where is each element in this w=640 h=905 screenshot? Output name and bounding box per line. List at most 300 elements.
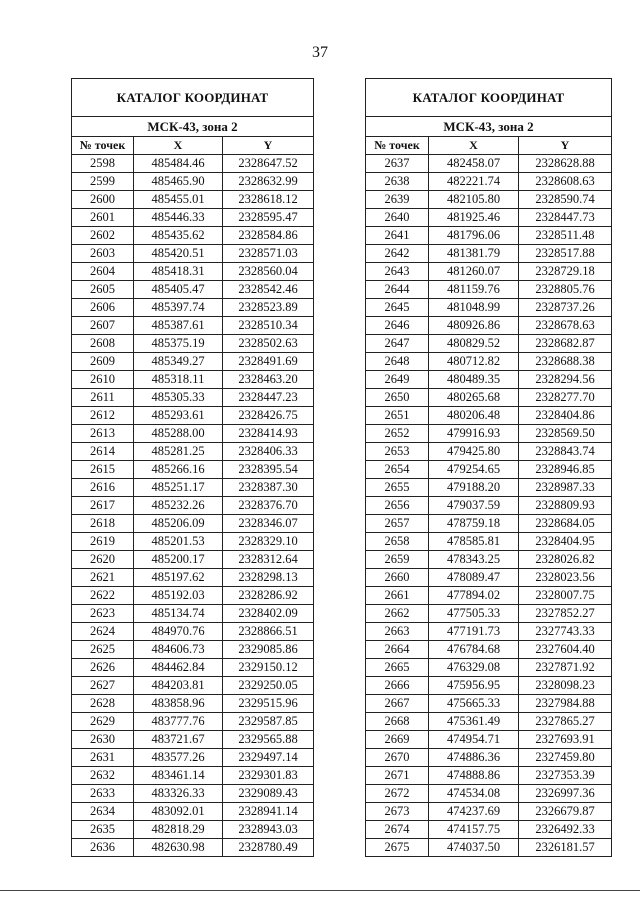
table-row <box>366 515 612 533</box>
table-row <box>72 695 314 713</box>
table-row <box>366 281 612 299</box>
point-number-cell: 2615 <box>72 461 134 479</box>
table-row <box>72 317 314 335</box>
table-row <box>366 425 612 443</box>
x-coordinate-cell: 474157.75 <box>429 821 519 839</box>
table-row <box>366 263 612 281</box>
x-coordinate-cell: 485484.46 <box>134 155 223 173</box>
y-coordinate-cell: 2329497.14 <box>223 749 314 767</box>
column-header-x: X <box>134 137 223 155</box>
coordinate-system-label: МСК-43, зона 2 <box>366 117 612 137</box>
y-coordinate-cell: 2328941.14 <box>223 803 314 821</box>
y-coordinate-cell: 2326679.87 <box>519 803 612 821</box>
table-row <box>72 605 314 623</box>
y-coordinate-cell: 2328523.89 <box>223 299 314 317</box>
table-row <box>72 497 314 515</box>
x-coordinate-cell: 482458.07 <box>429 155 519 173</box>
x-coordinate-cell: 478585.81 <box>429 533 519 551</box>
point-number-cell: 2604 <box>72 263 134 281</box>
table-row <box>72 551 314 569</box>
x-coordinate-cell: 478089.47 <box>429 569 519 587</box>
y-coordinate-cell: 2328608.63 <box>519 173 612 191</box>
table-row <box>366 443 612 461</box>
table-row <box>366 173 612 191</box>
y-coordinate-cell: 2327852.27 <box>519 605 612 623</box>
table-row <box>366 497 612 515</box>
y-coordinate-cell: 2328632.99 <box>223 173 314 191</box>
point-number-cell: 2628 <box>72 695 134 713</box>
y-coordinate-cell: 2328510.34 <box>223 317 314 335</box>
y-coordinate-cell: 2327984.88 <box>519 695 612 713</box>
y-coordinate-cell: 2328866.51 <box>223 623 314 641</box>
y-coordinate-cell: 2328571.03 <box>223 245 314 263</box>
point-number-cell: 2661 <box>366 587 429 605</box>
table-row <box>72 749 314 767</box>
point-number-cell: 2624 <box>72 623 134 641</box>
x-coordinate-cell: 485446.33 <box>134 209 223 227</box>
point-number-cell: 2670 <box>366 749 429 767</box>
y-coordinate-cell: 2329250.05 <box>223 677 314 695</box>
y-coordinate-cell: 2329085.86 <box>223 641 314 659</box>
y-coordinate-cell: 2327743.33 <box>519 623 612 641</box>
point-number-cell: 2669 <box>366 731 429 749</box>
table-body-right <box>366 155 612 857</box>
point-number-cell: 2601 <box>72 209 134 227</box>
point-number-cell: 2631 <box>72 749 134 767</box>
x-coordinate-cell: 482630.98 <box>134 839 223 857</box>
x-coordinate-cell: 485281.25 <box>134 443 223 461</box>
x-coordinate-cell: 482105.80 <box>429 191 519 209</box>
table-row <box>72 245 314 263</box>
y-coordinate-cell: 2328511.48 <box>519 227 612 245</box>
table-row <box>72 731 314 749</box>
point-number-cell: 2653 <box>366 443 429 461</box>
point-number-cell: 2608 <box>72 335 134 353</box>
x-coordinate-cell: 477505.33 <box>429 605 519 623</box>
table-row <box>366 479 612 497</box>
point-number-cell: 2666 <box>366 677 429 695</box>
x-coordinate-cell: 474237.69 <box>429 803 519 821</box>
x-coordinate-cell: 485201.53 <box>134 533 223 551</box>
x-coordinate-cell: 479037.59 <box>429 497 519 515</box>
point-number-cell: 2655 <box>366 479 429 497</box>
x-coordinate-cell: 474037.50 <box>429 839 519 857</box>
x-coordinate-cell: 484203.81 <box>134 677 223 695</box>
table-row <box>72 209 314 227</box>
table-row <box>72 371 314 389</box>
table-row <box>366 605 612 623</box>
x-coordinate-cell: 484462.84 <box>134 659 223 677</box>
table-row <box>366 191 612 209</box>
x-coordinate-cell: 485200.17 <box>134 551 223 569</box>
column-header-point-number: № точек <box>72 137 134 155</box>
point-number-cell: 2614 <box>72 443 134 461</box>
x-coordinate-cell: 479425.80 <box>429 443 519 461</box>
x-coordinate-cell: 485349.27 <box>134 353 223 371</box>
table-row <box>72 821 314 839</box>
table-body-left <box>72 155 314 857</box>
y-coordinate-cell: 2328943.03 <box>223 821 314 839</box>
point-number-cell: 2620 <box>72 551 134 569</box>
point-number-cell: 2625 <box>72 641 134 659</box>
y-coordinate-cell: 2329089.43 <box>223 785 314 803</box>
point-number-cell: 2618 <box>72 515 134 533</box>
x-coordinate-cell: 485134.74 <box>134 605 223 623</box>
x-coordinate-cell: 485197.62 <box>134 569 223 587</box>
point-number-cell: 2642 <box>366 245 429 263</box>
y-coordinate-cell: 2327865.27 <box>519 713 612 731</box>
point-number-cell: 2673 <box>366 803 429 821</box>
y-coordinate-cell: 2328684.05 <box>519 515 612 533</box>
point-number-cell: 2667 <box>366 695 429 713</box>
table-row <box>72 677 314 695</box>
point-number-cell: 2640 <box>366 209 429 227</box>
y-coordinate-cell: 2328502.63 <box>223 335 314 353</box>
point-number-cell: 2600 <box>72 191 134 209</box>
y-coordinate-cell: 2328682.87 <box>519 335 612 353</box>
x-coordinate-cell: 485465.90 <box>134 173 223 191</box>
point-number-cell: 2630 <box>72 731 134 749</box>
y-coordinate-cell: 2328277.70 <box>519 389 612 407</box>
x-coordinate-cell: 485418.31 <box>134 263 223 281</box>
table-row <box>72 641 314 659</box>
x-coordinate-cell: 483461.14 <box>134 767 223 785</box>
y-coordinate-cell: 2328026.82 <box>519 551 612 569</box>
x-coordinate-cell: 476329.08 <box>429 659 519 677</box>
point-number-cell: 2635 <box>72 821 134 839</box>
table-row <box>72 227 314 245</box>
y-coordinate-cell: 2328387.30 <box>223 479 314 497</box>
x-coordinate-cell: 485405.47 <box>134 281 223 299</box>
x-coordinate-cell: 483326.33 <box>134 785 223 803</box>
point-number-cell: 2659 <box>366 551 429 569</box>
table-row <box>366 767 612 785</box>
table-row <box>72 839 314 857</box>
y-coordinate-cell: 2328590.74 <box>519 191 612 209</box>
x-coordinate-cell: 485435.62 <box>134 227 223 245</box>
y-coordinate-cell: 2328406.33 <box>223 443 314 461</box>
x-coordinate-cell: 475665.33 <box>429 695 519 713</box>
point-number-cell: 2660 <box>366 569 429 587</box>
x-coordinate-cell: 483092.01 <box>134 803 223 821</box>
x-coordinate-cell: 483858.96 <box>134 695 223 713</box>
point-number-cell: 2650 <box>366 389 429 407</box>
table-row <box>72 515 314 533</box>
y-coordinate-cell: 2326492.33 <box>519 821 612 839</box>
point-number-cell: 2654 <box>366 461 429 479</box>
point-number-cell: 2663 <box>366 623 429 641</box>
y-coordinate-cell: 2328780.49 <box>223 839 314 857</box>
x-coordinate-cell: 483777.76 <box>134 713 223 731</box>
table-row <box>366 695 612 713</box>
x-coordinate-cell: 485375.19 <box>134 335 223 353</box>
y-coordinate-cell: 2328647.52 <box>223 155 314 173</box>
y-coordinate-cell: 2327459.80 <box>519 749 612 767</box>
point-number-cell: 2675 <box>366 839 429 857</box>
column-header-y: Y <box>223 137 314 155</box>
column-header-y: Y <box>519 137 612 155</box>
point-number-cell: 2656 <box>366 497 429 515</box>
point-number-cell: 2639 <box>366 191 429 209</box>
point-number-cell: 2621 <box>72 569 134 587</box>
column-header-point-number: № точек <box>366 137 429 155</box>
table-row <box>72 389 314 407</box>
x-coordinate-cell: 480926.86 <box>429 317 519 335</box>
x-coordinate-cell: 479254.65 <box>429 461 519 479</box>
table-row <box>72 335 314 353</box>
point-number-cell: 2648 <box>366 353 429 371</box>
x-coordinate-cell: 478343.25 <box>429 551 519 569</box>
table-row <box>366 623 612 641</box>
point-number-cell: 2632 <box>72 767 134 785</box>
y-coordinate-cell: 2326181.57 <box>519 839 612 857</box>
point-number-cell: 2603 <box>72 245 134 263</box>
point-number-cell: 2619 <box>72 533 134 551</box>
y-coordinate-cell: 2328491.69 <box>223 353 314 371</box>
table-row <box>366 677 612 695</box>
point-number-cell: 2637 <box>366 155 429 173</box>
y-coordinate-cell: 2328946.85 <box>519 461 612 479</box>
x-coordinate-cell: 485293.61 <box>134 407 223 425</box>
table-row <box>366 209 612 227</box>
x-coordinate-cell: 481260.07 <box>429 263 519 281</box>
table-row <box>72 803 314 821</box>
x-coordinate-cell: 485232.26 <box>134 497 223 515</box>
x-coordinate-cell: 485206.09 <box>134 515 223 533</box>
table-row <box>366 839 612 857</box>
bottom-rule <box>0 890 640 891</box>
x-coordinate-cell: 481796.06 <box>429 227 519 245</box>
x-coordinate-cell: 474954.71 <box>429 731 519 749</box>
coordinates-table-right <box>365 78 612 857</box>
point-number-cell: 2627 <box>72 677 134 695</box>
point-number-cell: 2645 <box>366 299 429 317</box>
table-row <box>72 785 314 803</box>
catalog-title: КАТАЛОГ КООРДИНАТ <box>72 79 314 117</box>
point-number-cell: 2605 <box>72 281 134 299</box>
table-row <box>366 785 612 803</box>
table-row <box>366 731 612 749</box>
x-coordinate-cell: 484606.73 <box>134 641 223 659</box>
y-coordinate-cell: 2328346.07 <box>223 515 314 533</box>
y-coordinate-cell: 2328312.64 <box>223 551 314 569</box>
y-coordinate-cell: 2328987.33 <box>519 479 612 497</box>
y-coordinate-cell: 2328447.73 <box>519 209 612 227</box>
x-coordinate-cell: 474534.08 <box>429 785 519 803</box>
table-row <box>72 425 314 443</box>
point-number-cell: 2622 <box>72 587 134 605</box>
table-row <box>366 245 612 263</box>
y-coordinate-cell: 2328628.88 <box>519 155 612 173</box>
table-row <box>72 191 314 209</box>
y-coordinate-cell: 2327871.92 <box>519 659 612 677</box>
x-coordinate-cell: 485455.01 <box>134 191 223 209</box>
x-coordinate-cell: 481159.76 <box>429 281 519 299</box>
table-row <box>72 767 314 785</box>
table-row <box>366 155 612 173</box>
x-coordinate-cell: 479188.20 <box>429 479 519 497</box>
table-row <box>72 173 314 191</box>
table-row <box>72 443 314 461</box>
table-row <box>72 479 314 497</box>
y-coordinate-cell: 2328294.56 <box>519 371 612 389</box>
y-coordinate-cell: 2328517.88 <box>519 245 612 263</box>
column-header-x: X <box>429 137 519 155</box>
y-coordinate-cell: 2328376.70 <box>223 497 314 515</box>
x-coordinate-cell: 477191.73 <box>429 623 519 641</box>
x-coordinate-cell: 475956.95 <box>429 677 519 695</box>
point-number-cell: 2638 <box>366 173 429 191</box>
table-row <box>366 569 612 587</box>
point-number-cell: 2646 <box>366 317 429 335</box>
x-coordinate-cell: 485305.33 <box>134 389 223 407</box>
catalog-title: КАТАЛОГ КООРДИНАТ <box>366 79 612 117</box>
table-row <box>366 353 612 371</box>
y-coordinate-cell: 2328618.12 <box>223 191 314 209</box>
y-coordinate-cell: 2327353.39 <box>519 767 612 785</box>
y-coordinate-cell: 2328737.26 <box>519 299 612 317</box>
y-coordinate-cell: 2328447.23 <box>223 389 314 407</box>
y-coordinate-cell: 2328286.92 <box>223 587 314 605</box>
x-coordinate-cell: 480489.35 <box>429 371 519 389</box>
table-row <box>366 713 612 731</box>
point-number-cell: 2652 <box>366 425 429 443</box>
y-coordinate-cell: 2328395.54 <box>223 461 314 479</box>
point-number-cell: 2665 <box>366 659 429 677</box>
point-number-cell: 2609 <box>72 353 134 371</box>
x-coordinate-cell: 483721.67 <box>134 731 223 749</box>
x-coordinate-cell: 474888.86 <box>429 767 519 785</box>
point-number-cell: 2598 <box>72 155 134 173</box>
table-row <box>366 227 612 245</box>
x-coordinate-cell: 478759.18 <box>429 515 519 533</box>
y-coordinate-cell: 2329565.88 <box>223 731 314 749</box>
point-number-cell: 2606 <box>72 299 134 317</box>
y-coordinate-cell: 2329515.96 <box>223 695 314 713</box>
point-number-cell: 2610 <box>72 371 134 389</box>
point-number-cell: 2641 <box>366 227 429 245</box>
point-number-cell: 2602 <box>72 227 134 245</box>
x-coordinate-cell: 485288.00 <box>134 425 223 443</box>
point-number-cell: 2626 <box>72 659 134 677</box>
x-coordinate-cell: 482818.29 <box>134 821 223 839</box>
y-coordinate-cell: 2329150.12 <box>223 659 314 677</box>
table-row <box>366 659 612 677</box>
x-coordinate-cell: 480712.82 <box>429 353 519 371</box>
table-row <box>72 299 314 317</box>
table-row <box>366 551 612 569</box>
x-coordinate-cell: 477894.02 <box>429 587 519 605</box>
y-coordinate-cell: 2328404.86 <box>519 407 612 425</box>
table-row <box>366 641 612 659</box>
y-coordinate-cell: 2328414.93 <box>223 425 314 443</box>
y-coordinate-cell: 2328584.86 <box>223 227 314 245</box>
table-row <box>366 533 612 551</box>
table-row <box>366 371 612 389</box>
y-coordinate-cell: 2328678.63 <box>519 317 612 335</box>
y-coordinate-cell: 2328023.56 <box>519 569 612 587</box>
point-number-cell: 2629 <box>72 713 134 731</box>
x-coordinate-cell: 485266.16 <box>134 461 223 479</box>
point-number-cell: 2617 <box>72 497 134 515</box>
y-coordinate-cell: 2328329.10 <box>223 533 314 551</box>
y-coordinate-cell: 2328688.38 <box>519 353 612 371</box>
table-row <box>366 389 612 407</box>
y-coordinate-cell: 2328098.23 <box>519 677 612 695</box>
y-coordinate-cell: 2328007.75 <box>519 587 612 605</box>
y-coordinate-cell: 2328805.76 <box>519 281 612 299</box>
table-row <box>72 353 314 371</box>
table-row <box>366 803 612 821</box>
point-number-cell: 2649 <box>366 371 429 389</box>
point-number-cell: 2599 <box>72 173 134 191</box>
table-row <box>366 461 612 479</box>
point-number-cell: 2623 <box>72 605 134 623</box>
y-coordinate-cell: 2329587.85 <box>223 713 314 731</box>
y-coordinate-cell: 2328595.47 <box>223 209 314 227</box>
x-coordinate-cell: 476784.68 <box>429 641 519 659</box>
x-coordinate-cell: 480829.52 <box>429 335 519 353</box>
table-row <box>72 533 314 551</box>
y-coordinate-cell: 2326997.36 <box>519 785 612 803</box>
x-coordinate-cell: 485318.11 <box>134 371 223 389</box>
point-number-cell: 2674 <box>366 821 429 839</box>
point-number-cell: 2636 <box>72 839 134 857</box>
point-number-cell: 2643 <box>366 263 429 281</box>
point-number-cell: 2612 <box>72 407 134 425</box>
coordinate-system-label: МСК-43, зона 2 <box>72 117 314 137</box>
point-number-cell: 2644 <box>366 281 429 299</box>
x-coordinate-cell: 481925.46 <box>429 209 519 227</box>
y-coordinate-cell: 2328809.93 <box>519 497 612 515</box>
y-coordinate-cell: 2328843.74 <box>519 443 612 461</box>
x-coordinate-cell: 483577.26 <box>134 749 223 767</box>
table-row <box>366 335 612 353</box>
table-row <box>72 587 314 605</box>
table-row <box>72 623 314 641</box>
coordinates-table-left <box>71 78 314 857</box>
y-coordinate-cell: 2328729.18 <box>519 263 612 281</box>
y-coordinate-cell: 2329301.83 <box>223 767 314 785</box>
table-row <box>72 713 314 731</box>
x-coordinate-cell: 482221.74 <box>429 173 519 191</box>
y-coordinate-cell: 2328426.75 <box>223 407 314 425</box>
table-row <box>72 461 314 479</box>
table-row <box>366 299 612 317</box>
table-row <box>72 281 314 299</box>
x-coordinate-cell: 480265.68 <box>429 389 519 407</box>
table-row <box>366 821 612 839</box>
point-number-cell: 2616 <box>72 479 134 497</box>
y-coordinate-cell: 2327693.91 <box>519 731 612 749</box>
point-number-cell: 2651 <box>366 407 429 425</box>
point-number-cell: 2662 <box>366 605 429 623</box>
y-coordinate-cell: 2328402.09 <box>223 605 314 623</box>
table-row <box>366 407 612 425</box>
x-coordinate-cell: 474886.36 <box>429 749 519 767</box>
x-coordinate-cell: 485387.61 <box>134 317 223 335</box>
table-row <box>72 155 314 173</box>
x-coordinate-cell: 475361.49 <box>429 713 519 731</box>
y-coordinate-cell: 2328298.13 <box>223 569 314 587</box>
x-coordinate-cell: 481381.79 <box>429 245 519 263</box>
table-row <box>366 317 612 335</box>
point-number-cell: 2664 <box>366 641 429 659</box>
point-number-cell: 2672 <box>366 785 429 803</box>
y-coordinate-cell: 2328542.46 <box>223 281 314 299</box>
point-number-cell: 2613 <box>72 425 134 443</box>
table-row <box>366 749 612 767</box>
